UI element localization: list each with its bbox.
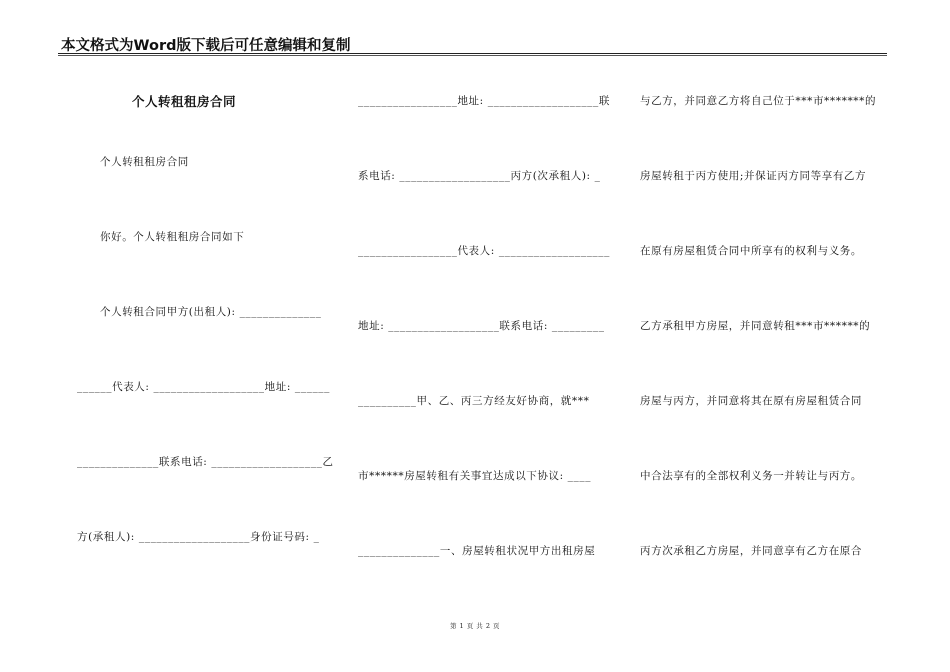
text-line: 房屋转租于丙方使用;并保证丙方同等享有乙方	[640, 170, 867, 182]
header-rule-thin	[58, 55, 887, 56]
document-title: 个人转租租房合同	[132, 94, 237, 109]
text-line: __________甲、乙、丙三方经友好协商，就***	[358, 395, 590, 407]
text-line: 个人转租租房合同	[100, 156, 189, 168]
page-number-footer: 第 1 页 共 2 页	[449, 622, 501, 630]
text-line: 个人转租合同甲方(出租人): ______________	[100, 306, 322, 318]
text-line: 地址: ___________________联系电话: _________	[358, 320, 605, 332]
text-line: _________________地址: ___________________联	[358, 95, 610, 107]
text-line: ______代表人: ___________________地址: ______	[77, 381, 330, 393]
text-line: 你好。个人转租租房合同如下	[100, 231, 245, 243]
text-line: 房屋与丙方，并同意将其在原有房屋租赁合同	[640, 395, 862, 407]
text-line: 系电话: ___________________丙方(次承租人): _	[358, 170, 601, 182]
text-line: 中合法享有的全部权利义务一并转让与丙方。	[640, 470, 862, 482]
text-line: 方(承租人): ___________________身份证号码: _	[77, 531, 320, 543]
header-rule	[58, 53, 887, 54]
header-text: 本文格式为Word版下载后可任意编辑和复制	[61, 38, 351, 54]
text-line: 在原有房屋租赁合同中所享有的权利与义务。	[640, 245, 862, 257]
text-line: 乙方承租甲方房屋，并同意转租***市******的	[640, 320, 871, 332]
text-line: ______________联系电话: ___________________乙	[77, 456, 334, 468]
text-line: ______________一、房屋转租状况甲方出租房屋	[358, 545, 596, 557]
text-line: _________________代表人: ___________________	[358, 245, 610, 257]
text-line: 市******房屋转租有关事宜达成以下协议: ____	[358, 470, 592, 482]
text-line: 丙方次承租乙方房屋，并同意享有乙方在原合	[640, 545, 862, 557]
text-line: 与乙方，并同意乙方将自己位于***市*******的	[640, 95, 877, 107]
